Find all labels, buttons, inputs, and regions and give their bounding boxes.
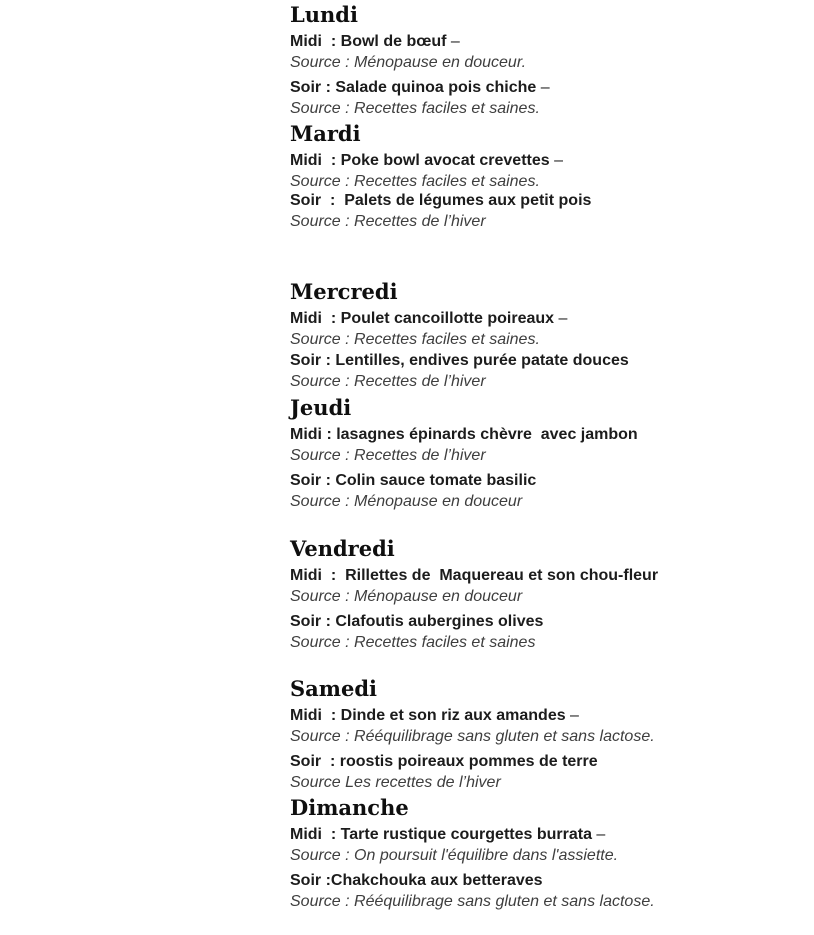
meal-entry [290, 350, 804, 392]
meal-dash: – [591, 826, 606, 843]
meal-entry [290, 824, 804, 866]
meal-line [290, 470, 804, 491]
meal-text: Soir :Chakchouka aux betteraves [290, 872, 543, 889]
meal-source: Source : Rééquilibrage sans gluten et sans lactose. [290, 728, 655, 745]
day-heading: Mardi [290, 121, 361, 146]
meal-line [290, 751, 804, 772]
meal-source: Source : Ménopause en douceur [290, 588, 523, 605]
meal-source: Source : Recettes faciles et saines [290, 634, 536, 651]
day-section-lundi [290, 2, 804, 119]
meal-text: Midi : Dinde et son riz aux amandes [290, 707, 566, 724]
meal-source: Source : Rééquilibrage sans gluten et sans lactose. [290, 893, 655, 910]
meal-text: Soir : Colin sauce tomate basilic [290, 472, 537, 489]
meal-entry [290, 870, 804, 912]
meal-dash: – [446, 33, 460, 50]
meal-text: Midi : Rillettes de Maquereau et son chou-fleur [290, 567, 659, 584]
meal-line [290, 824, 804, 845]
day-section-vendredi [290, 536, 804, 653]
day-heading: Samedi [290, 676, 378, 701]
meal-text: Soir : Lentilles, endives purée patate douces [290, 352, 629, 369]
meal-line [290, 611, 804, 632]
meal-text: Midi : Poulet cancoillotte poireaux [290, 310, 555, 327]
meal-dash: – [536, 79, 550, 96]
meal-plan-document [290, 2, 804, 912]
meal-line [290, 77, 804, 98]
day-heading: Lundi [290, 2, 358, 27]
meal-dash: – [549, 152, 563, 169]
meal-line [290, 190, 804, 211]
meal-text: Midi : Poke bowl avocat crevettes [290, 152, 550, 169]
meal-text: Soir : Palets de légumes aux petit pois [290, 192, 592, 209]
meal-line [290, 870, 804, 891]
meal-entry [290, 308, 804, 350]
meal-line [290, 705, 804, 726]
meal-text: Soir : Clafoutis aubergines olives [290, 613, 544, 630]
meal-entry [290, 470, 804, 512]
day-section-mardi [290, 121, 804, 232]
meal-entry [290, 611, 804, 653]
meal-line [290, 31, 804, 52]
meal-source: Source : On poursuit l'équilibre dans l'assiette. [290, 847, 619, 864]
meal-text: Soir : roostis poireaux pommes de terre [290, 753, 598, 770]
day-heading: Vendredi [290, 536, 395, 561]
day-heading: Mercredi [290, 279, 398, 304]
meal-text: Soir : Salade quinoa pois chiche [290, 79, 537, 96]
meal-entry [290, 190, 804, 232]
meal-source: Source : Recettes de l’hiver [290, 447, 486, 464]
meal-line [290, 565, 804, 586]
meal-text: Midi : Bowl de bœuf [290, 33, 447, 50]
day-section-mercredi [290, 279, 804, 392]
meal-line [290, 350, 804, 371]
meal-line [290, 308, 804, 329]
meal-entry [290, 77, 804, 119]
meal-source: Source : Recettes faciles et saines. [290, 100, 540, 117]
meal-text: Midi : lasagnes épinards chèvre avec jambon [290, 426, 638, 443]
day-heading: Jeudi [290, 395, 352, 420]
meal-source: Source : Ménopause en douceur. [290, 54, 527, 71]
meal-line [290, 424, 804, 445]
meal-source: Source : Recettes faciles et saines. [290, 331, 540, 348]
meal-source: Source : Ménopause en douceur [290, 493, 523, 510]
meal-entry [290, 565, 804, 607]
meal-text: Midi : Tarte rustique courgettes burrata [290, 826, 592, 843]
meal-entry [290, 31, 804, 73]
day-heading: Dimanche [290, 795, 409, 820]
day-section-dimanche [290, 795, 804, 912]
day-section-jeudi [290, 395, 804, 512]
meal-source: Source : Recettes de l’hiver [290, 373, 486, 390]
day-section-samedi [290, 676, 804, 793]
meal-entry [290, 424, 804, 466]
meal-entry [290, 150, 804, 192]
meal-dash: – [554, 310, 568, 327]
meal-entry [290, 705, 804, 747]
meal-entry [290, 751, 804, 793]
meal-dash: – [565, 707, 579, 724]
meal-source: Source : Recettes de l’hiver [290, 213, 486, 230]
meal-source: Source Les recettes de l’hiver [290, 774, 501, 791]
meal-line [290, 150, 804, 171]
meal-source: Source : Recettes faciles et saines. [290, 173, 540, 190]
